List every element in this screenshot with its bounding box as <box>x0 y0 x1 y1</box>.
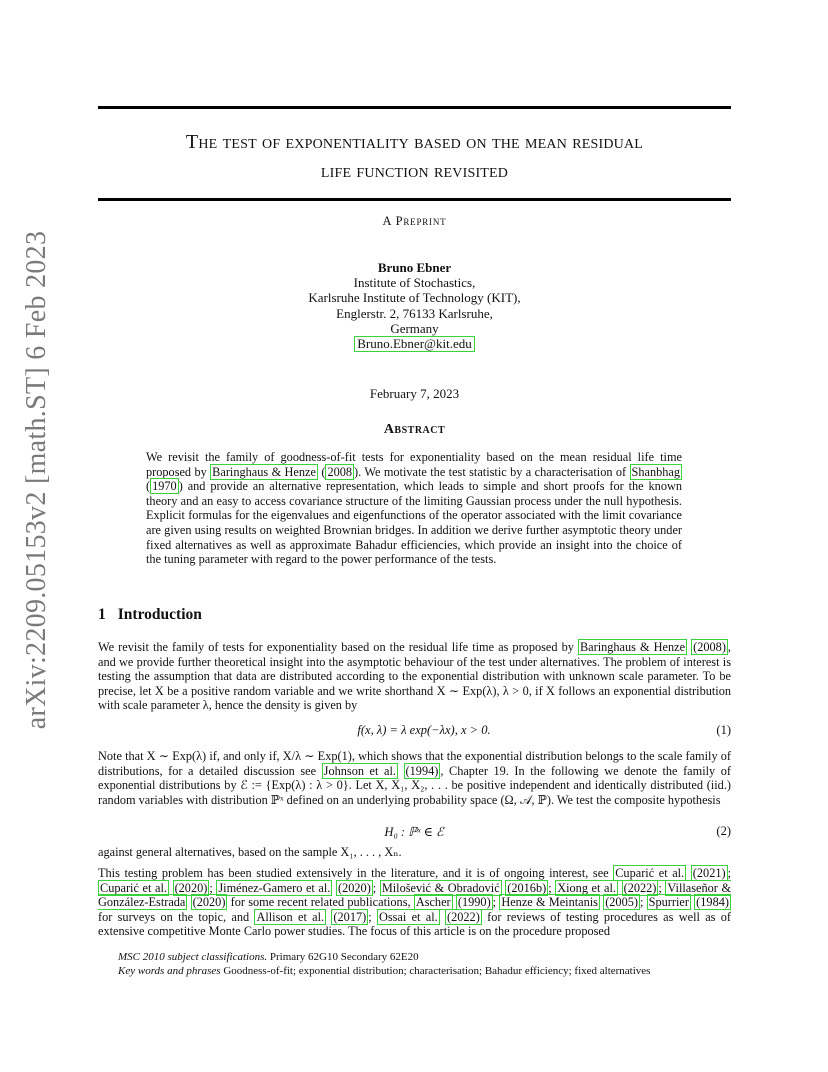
footnote <box>118 951 731 979</box>
preprint-label: A Preprint <box>382 214 447 228</box>
citation-link[interactable]: Villaseñor & González-Estrada <box>98 880 732 910</box>
title-initial: T <box>185 131 199 153</box>
citation-link[interactable]: (2017) <box>333 909 367 924</box>
msc-classification: MSC 2010 subject classifications. Primary 62G10 Secondary 62E20 <box>118 951 419 963</box>
citation-link[interactable]: (2021) <box>692 866 726 880</box>
citation-link[interactable]: (2020) <box>174 880 208 895</box>
citation-link[interactable]: Jiménez-Gamero et al. <box>218 880 331 895</box>
equation-expression: H₀ : ℙˣ ∈ ℰ <box>384 825 444 839</box>
author-name: Bruno Ebner <box>377 260 452 275</box>
equation-expression: f(x, λ) = λ exp(−λx), x > 0. <box>357 723 491 737</box>
paper-title <box>98 128 731 186</box>
arxiv-sidebar <box>14 230 60 730</box>
citation-link[interactable]: Ascher <box>415 895 451 910</box>
paragraph: against general alternatives, based on the sample X₁, . . . , Xₙ. <box>98 845 402 859</box>
citation-link[interactable]: Ossai et al. <box>378 909 438 924</box>
citation-link[interactable]: (1984) <box>696 895 729 910</box>
section-number: 1 <box>98 606 106 623</box>
citation-link[interactable]: (1990) <box>457 895 491 910</box>
title-line1: he test of exponentiality based on the mean residual <box>198 131 644 153</box>
section-heading <box>98 606 202 624</box>
citation-link[interactable]: (1994) <box>405 763 439 778</box>
title-line2: life function revisited <box>320 160 509 182</box>
paragraph: Note that X ∼ Exp(λ) if, and only if, X/λ ∼ Exp(1), which shows that the exponential distribution belongs to the scale family of distributions, for a detailed discussion see Johnson et al. (1994) , Chapter 19. In the following we denote the family of exponential distributions by ℰ := {Exp(λ) : λ > 0}. Let X, X₁, X₂, . . . be positive independent and identically distributed (iid.) random variables with distribution ℙˣ defined on an underlying probability space (Ω, 𝒜, ℙ). We test the composite hypothesis <box>98 749 732 807</box>
citation-link[interactable]: (2005) <box>605 895 638 910</box>
abstract-text: We revisit the family of goodness-of-fit tests for exponentiality based on the mean residual life time proposed by Baringhaus & Henze ( 2008 ). We motivate the test statistic by a characterisation of Shanbhag ( 1970 ) and provide an alternative representation, which leads to simple and short proofs for the known theory and an easy to access covariance structure of the limiting Gaussian process under the null hypothesis. Explicit formulas for the eigenvalues and eigenfunctions of the operator associated with the limit covariance are given using results on weighted Brownian bridges. In addition we derive further asymptotic theory under fixed alternatives as well as approximate Bahadur efficiencies, which provide an insight into the choice of the tuning parameter with regard to the power performance of the tests. <box>146 450 682 567</box>
citation-link[interactable]: (2020) <box>338 880 371 895</box>
citation-link[interactable]: Cuparić et al. <box>615 866 685 880</box>
author-block <box>98 260 731 352</box>
citation-link[interactable]: Baringhaus & Henze <box>579 640 686 654</box>
affiliation-line: Institute of Stochastics, <box>353 275 476 291</box>
equation-number: (2) <box>716 824 731 838</box>
abstract-heading: Abstract <box>383 422 446 437</box>
arxiv-identifier: arXiv:2209.05153v2 [math.ST] 6 Feb 2023 <box>21 230 52 730</box>
citation-link[interactable]: Xiong et al. <box>557 880 616 895</box>
keywords: Key words and phrases Goodness-of-fit; exponential distribution; characterisation; Bahadur efficiency; fixed alternatives <box>118 964 651 977</box>
citation-link[interactable]: Milošević & Obradović <box>381 880 500 895</box>
affiliation-line: Englerstr. 2, 76133 Karlsruhe, <box>336 305 493 321</box>
citation-link[interactable]: Spurrier <box>648 895 689 910</box>
citation-link[interactable]: (2022) <box>447 909 480 924</box>
citation-link[interactable]: Cuparić et al. <box>100 880 167 895</box>
citation-link[interactable]: Henze & Meintanis <box>501 895 598 910</box>
citation-link[interactable]: 1970 <box>152 479 177 494</box>
citation-link[interactable]: (2020) <box>192 895 226 910</box>
citation-link[interactable]: Shanbhag <box>631 464 681 479</box>
affiliation-line: Karlsruhe Institute of Technology (KIT), <box>308 290 521 306</box>
citation-link[interactable]: (2022) <box>623 880 657 895</box>
paragraph: We revisit the family of tests for exponentiality based on the residual life time as proposed by Baringhaus & Henze (2008) , and we provide further theoretical insight into the asymptotic behaviour of the test under alternatives. The problem of interest is testing the assumption that data are distributed according to the exponential distribution with unknown scale parameter. To be precise, let X be a positive random variable and we write shorthand X ∼ Exp(λ), λ > 0, if X follows an exponential distribution with scale parameter λ, hence the density is given by <box>98 640 731 713</box>
citation-link[interactable]: Allison et al. <box>256 909 325 924</box>
citation-link[interactable]: Baringhaus & Henze <box>212 464 316 479</box>
section-title: Introduction <box>117 606 202 623</box>
paper-date: February 7, 2023 <box>369 386 460 401</box>
citation-link[interactable]: Johnson et al. <box>323 763 396 778</box>
title-rule-top <box>98 106 731 109</box>
citation-link[interactable]: (2016b) <box>507 880 547 895</box>
citation-link[interactable]: 2008 <box>327 464 353 479</box>
citation-link[interactable]: (2008) <box>693 640 726 654</box>
equation-number: (1) <box>716 723 731 737</box>
title-rule-bottom <box>98 198 731 201</box>
affiliation-line: Germany <box>390 320 439 336</box>
paragraph: This testing problem has been studied extensively in the literature, and it is of ongoing interest, see Cuparić et al. (2021) ; Cuparić et al. (2020) ; Jiménez-Gamero et al. (2020) ; Milošević & Obradović (2016b) ; Xiong et al. (2022) ; Villaseñor & González-Estrada (2020) for some recent related publications, Ascher (1990) ; Henze & Meintanis (2005) ; Spurrier (1984) for surveys on the topic, and Allison et al. (2017) ; Ossai et al. (2022) for reviews of testing procedures as well as of extensive competitive Monte Carlo power studies. The focus of this article is on the procedure proposed <box>98 866 732 939</box>
author-email-link[interactable]: Bruno.Ebner@kit.edu <box>354 336 475 352</box>
